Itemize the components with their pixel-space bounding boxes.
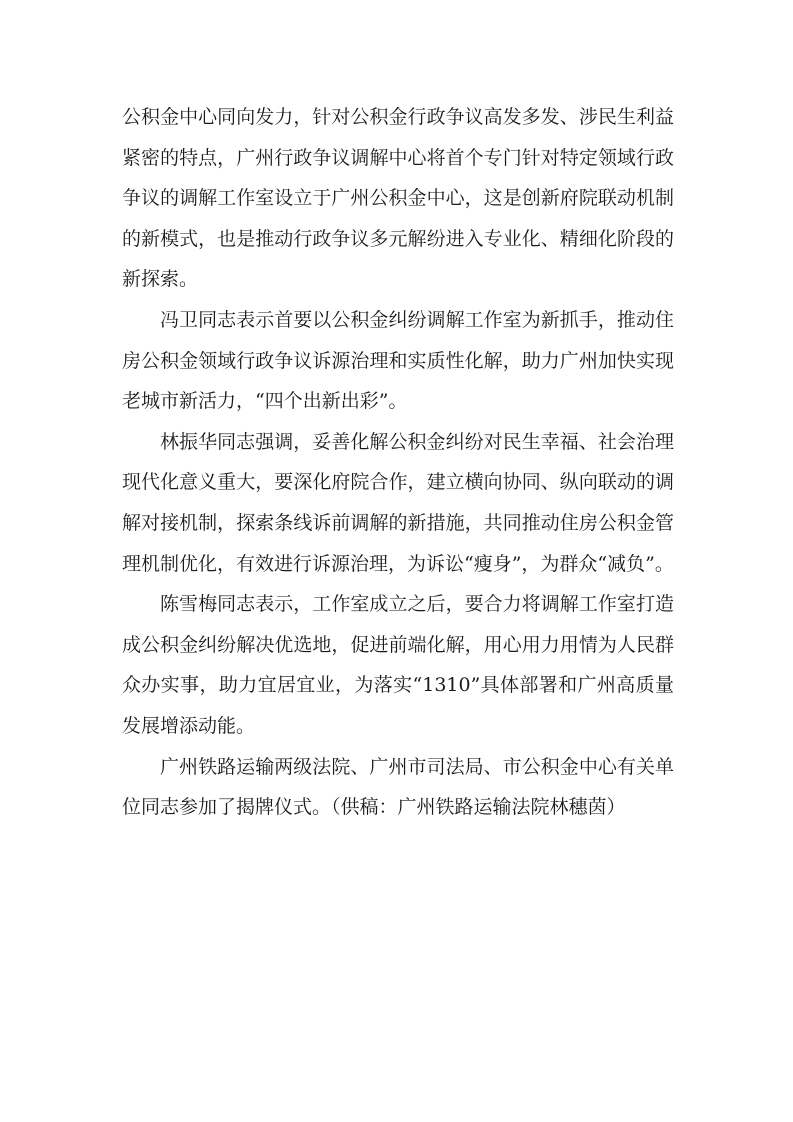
paragraph-lin-zhenhua: 林振华同志强调，妥善化解公积金纠纷对民生幸福、社会治理现代化意义重大，要深化府院合作，建立横向协同、纵向联动的调解对接机制，探索条线诉前调解的新措施，共同推动住房公积金管理机制优化，有效进行诉源治理，为诉讼“瘦身”，为群众“减负”。 [122,430,674,575]
paragraph-feng-wei: 冯卫同志表示首要以公积金纠纷调解工作室为新抓手，推动住房公积金领域行政争议诉源治理和实质性化解，助力广州加快实现老城市新活力，“四个出新出彩”。 [122,308,674,413]
paragraph-chen-xuemei: 陈雪梅同志表示，工作室成立之后，要合力将调解工作室打造成公积金纠纷解决优选地，促进前端化解，用心用力用情为人民群众办实事，助力宜居宜业，为落实“1310”具体部署和广州高质量发展增添动能。 [122,593,674,737]
article-body [122,97,674,828]
paragraph-continuation: 公积金中心同向发力，针对公积金行政争议高发多发、涉民生利益紧密的特点，广州行政争议调解中心将首个专门针对特定领域行政争议的调解工作室设立于广州公积金中心，这是创新府院联动机制的新模式，也是推动行政争议多元解纷进入专业化、精细化阶段的新探索。 [122,106,674,291]
paragraph-attendees-credit: 广州铁路运输两级法院、广州市司法局、市公积金中心有关单位同志参加了揭牌仪式。（供稿：广州铁路运输法院林穗茵） [122,755,674,819]
